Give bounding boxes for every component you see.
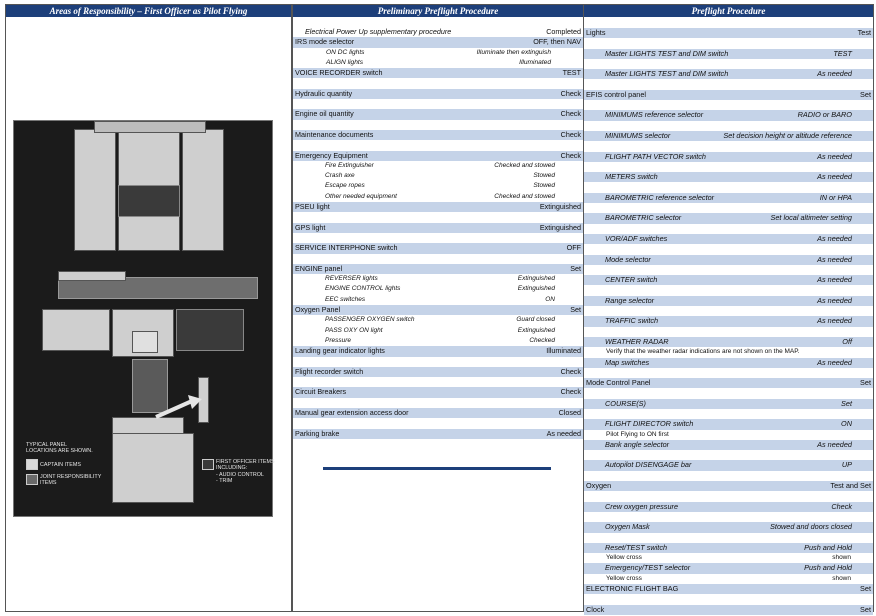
checklist-row — [584, 594, 873, 604]
checklist-row — [584, 224, 873, 234]
step-action: Check — [560, 129, 581, 139]
step-item: Yellow cross — [606, 574, 642, 582]
aft-pedestal — [112, 433, 194, 503]
step-item: Maintenance documents — [295, 129, 374, 139]
checklist-row — [293, 264, 583, 274]
checklist-row — [584, 337, 873, 347]
checklist-row — [584, 79, 873, 89]
step-item: TRAFFIC switch — [605, 316, 659, 326]
step-item: FLIGHT PATH VECTOR switch — [605, 151, 706, 161]
checklist-row — [293, 171, 583, 181]
step-item: PASS OXY ON light — [325, 326, 383, 334]
joint-legend-swatch — [26, 474, 38, 485]
step-action: IN or HPA — [819, 192, 852, 202]
checklist-row — [293, 68, 583, 78]
note-line: LOCATIONS ARE SHOWN. — [26, 448, 93, 455]
step-item: Mode Control Panel — [586, 378, 651, 388]
joint-legend-label — [40, 474, 101, 487]
step-action: RADIO or BARO — [797, 110, 852, 120]
step-action: Closed — [558, 407, 581, 417]
lower-display — [132, 331, 158, 353]
checklist-row — [293, 408, 583, 418]
step-item: Master LIGHTS TEST and DIM switch — [605, 69, 729, 79]
fo-legend-label — [216, 459, 275, 484]
checklist-row — [293, 109, 583, 119]
step-action: ON — [841, 419, 852, 429]
checklist-row — [293, 418, 583, 428]
step-item: Master LIGHTS TEST and DIM switch — [605, 48, 729, 58]
step-item: ENGINE panel — [295, 263, 343, 273]
overhead-panel-left — [74, 129, 116, 251]
checklist-row — [584, 440, 873, 450]
checklist-row — [293, 37, 583, 47]
step-item: Flight recorder switch — [295, 366, 364, 376]
checklist-row — [584, 172, 873, 182]
step-action: UP — [841, 460, 852, 470]
step-action: OFF, then NAV — [533, 37, 581, 47]
step-action: Set local altimeter setting — [770, 213, 852, 223]
step-action: As needed — [817, 69, 852, 79]
step-action: Extinguished — [517, 275, 555, 283]
step-item: ENGINE CONTROL lights — [325, 285, 401, 293]
step-item: CENTER switch — [605, 275, 658, 285]
step-action: Guard closed — [516, 316, 555, 324]
step-action: Test and Set — [830, 481, 871, 491]
overhead-panel-aft — [118, 185, 180, 217]
checklist-row — [293, 284, 583, 294]
step-item: Engine oil quantity — [295, 109, 354, 119]
checklist-row — [584, 275, 873, 285]
typical-panel-note — [26, 442, 93, 455]
checklist-row — [584, 131, 873, 141]
checklist-row — [584, 502, 873, 512]
note-line: TYPICAL PANEL — [26, 442, 68, 448]
fo-legend-swatch — [202, 459, 214, 470]
checklist-row — [293, 429, 583, 439]
checklist-row — [584, 409, 873, 419]
column-header: Preflight Procedure — [584, 5, 873, 17]
step-action: Checked and stowed — [494, 192, 555, 200]
step-action: Push and Hold — [804, 542, 852, 552]
legend-line: JOINT RESPONSIBILITY — [40, 474, 102, 480]
checklist-row — [584, 563, 873, 573]
legend-line: FIRST OFFICER ITEMS — [216, 459, 275, 465]
step-action: As needed — [817, 275, 852, 285]
checklist-row — [584, 141, 873, 151]
step-item: Pilot Flying to ON first — [606, 430, 669, 438]
checklist-row — [293, 89, 583, 99]
arrow-icon — [154, 391, 204, 421]
step-item: Electrical Power Up supplementary procedure — [305, 27, 452, 36]
step-action: Extinguished — [539, 222, 581, 232]
column-header: Areas of Responsibility – First Officer as Pilot Flying — [6, 5, 291, 17]
preflight-procedure-column — [583, 4, 874, 612]
checklist-row — [293, 212, 583, 222]
step-action: Set — [860, 378, 871, 388]
step-item: Mode selector — [605, 254, 651, 264]
step-action: As needed — [546, 428, 581, 438]
checklist-row — [584, 193, 873, 203]
checklist-row — [584, 584, 873, 594]
checklist-row — [584, 430, 873, 440]
preflight-steps-list — [584, 28, 873, 615]
checklist-row — [584, 399, 873, 409]
step-action: As needed — [817, 233, 852, 243]
captain-legend-swatch — [26, 459, 38, 470]
step-item: Bank angle selector — [605, 439, 670, 449]
checklist-row — [584, 213, 873, 223]
checklist-row — [293, 326, 583, 336]
step-action: Completed — [546, 27, 581, 36]
step-action: Illuminate then extinguish — [476, 48, 551, 56]
step-action: As needed — [817, 151, 852, 161]
legend-line: ITEMS — [40, 480, 57, 487]
step-item: PASSENGER OXYGEN switch — [325, 316, 415, 324]
step-item: GPS light — [295, 222, 326, 232]
step-action: Set — [860, 604, 871, 614]
column-header: Preliminary Preflight Procedure — [293, 5, 583, 17]
step-item: PSEU light — [295, 202, 330, 212]
step-item: VOR/ADF switches — [605, 233, 668, 243]
step-item: ALIGN lights — [326, 58, 364, 66]
checklist-row — [293, 367, 583, 377]
checklist-row — [293, 243, 583, 253]
checklist-row — [584, 543, 873, 553]
step-action: OFF — [566, 243, 581, 253]
step-action: Set — [860, 584, 871, 594]
checklist-row — [584, 59, 873, 69]
checklist-row — [584, 255, 873, 265]
checklist-row — [293, 233, 583, 243]
step-item: Crew oxygen pressure — [605, 501, 679, 511]
checklist-row — [293, 120, 583, 130]
captain-legend-label: CAPTAIN ITEMS — [40, 462, 81, 468]
legend-line: - TRIM — [216, 477, 233, 484]
checklist-row — [293, 151, 583, 161]
step-action: Check — [560, 387, 581, 397]
checklist-row — [293, 181, 583, 191]
step-action: Extinguished — [517, 326, 555, 334]
step-item: Emergency/TEST selector — [605, 563, 691, 573]
checklist-row — [584, 481, 873, 491]
checklist-row — [293, 315, 583, 325]
step-action: Check — [560, 88, 581, 98]
checklist-row — [293, 140, 583, 150]
step-action: Set — [570, 263, 581, 273]
step-item: BAROMETRIC selector — [605, 213, 682, 223]
step-action: shown — [832, 574, 851, 582]
step-item: Oxygen — [586, 481, 612, 491]
checklist-row — [584, 49, 873, 59]
step-action: Illuminated — [519, 58, 551, 66]
checklist-row — [584, 69, 873, 79]
step-item: ELECTRONIC FLIGHT BAG — [586, 584, 679, 594]
step-item: Other needed equipment — [325, 192, 397, 200]
step-item: Circuit Breakers — [295, 387, 347, 397]
step-action: Checked — [529, 336, 555, 344]
captain-instrument-panel — [42, 309, 110, 351]
checklist-row — [584, 152, 873, 162]
checklist-row — [293, 387, 583, 397]
step-item: METERS switch — [605, 172, 658, 182]
step-action: As needed — [817, 295, 852, 305]
step-item: Oxygen Mask — [605, 522, 650, 532]
step-item: Lights — [586, 28, 606, 37]
step-item: Pressure — [325, 336, 352, 344]
areas-of-responsibility-column — [5, 4, 292, 612]
step-action: Stowed — [533, 172, 555, 180]
step-item: Emergency Equipment — [295, 150, 368, 160]
checklist-row — [584, 121, 873, 131]
step-action: As needed — [817, 254, 852, 264]
checklist-row — [584, 327, 873, 337]
checklist-row — [293, 305, 583, 315]
checklist-row — [584, 605, 873, 615]
step-item: BAROMETRIC reference selector — [605, 192, 715, 202]
step-item: Oxygen Panel — [295, 305, 341, 315]
step-action: Push and Hold — [804, 563, 852, 573]
step-item: Escape ropes — [325, 182, 365, 190]
step-item: ON DC lights — [326, 48, 365, 56]
step-item: Verify that the weather radar indications are not shown on the MAP. — [606, 348, 800, 356]
step-action: Check — [831, 501, 852, 511]
step-action: TEST — [833, 48, 852, 58]
checklist-row — [584, 378, 873, 388]
checklist-row — [293, 274, 583, 284]
checklist-row — [293, 254, 583, 264]
legend-line: INCLUDING: — [216, 465, 248, 472]
step-action: Extinguished — [539, 202, 581, 212]
step-action: As needed — [817, 316, 852, 326]
step-item: REVERSER lights — [325, 275, 378, 283]
step-item: EEC switches — [325, 295, 366, 303]
step-action: Stowed — [533, 182, 555, 190]
step-item: Autopilot DISENGAGE bar — [605, 460, 692, 470]
step-item: Yellow cross — [606, 554, 642, 562]
step-item: Parking brake — [295, 428, 340, 438]
checklist-row — [584, 296, 873, 306]
step-item: MINIMUMS selector — [605, 130, 671, 140]
step-action: Set decision height or altitude reference — [723, 130, 852, 140]
checklist-row — [584, 419, 873, 429]
step-item: Fire Extinguisher — [325, 161, 374, 169]
step-action: Check — [560, 150, 581, 160]
checklist-row — [584, 38, 873, 48]
checklist-row — [584, 265, 873, 275]
checklist-row — [293, 398, 583, 408]
step-item: Reset/TEST switch — [605, 542, 668, 552]
checklist-row — [584, 471, 873, 481]
overhead-panel-top — [94, 121, 206, 133]
checklist-row — [584, 182, 873, 192]
checklist-row — [584, 388, 873, 398]
step-item: IRS mode selector — [295, 37, 355, 47]
step-item: Hydraulic quantity — [295, 88, 353, 98]
checklist-row — [293, 161, 583, 171]
checklist-row — [584, 574, 873, 584]
step-action: ON — [545, 295, 555, 303]
glareshield-left — [58, 271, 126, 281]
preliminary-steps-list — [293, 27, 583, 439]
step-action: Off — [842, 336, 852, 346]
step-item: SERVICE INTERPHONE switch — [295, 243, 398, 253]
checklist-row — [293, 58, 583, 68]
checklist-row — [584, 306, 873, 316]
step-action: Test — [857, 28, 871, 37]
checklist-row — [584, 450, 873, 460]
step-item: Map switches — [605, 357, 650, 367]
checklist-row — [584, 203, 873, 213]
step-action: As needed — [817, 439, 852, 449]
step-action: Illuminated — [546, 346, 581, 356]
legend-line: - AUDIO CONTROL — [216, 471, 264, 478]
checklist-row — [584, 533, 873, 543]
step-action: Check — [560, 109, 581, 119]
checklist-row — [293, 346, 583, 356]
checklist-row — [293, 357, 583, 367]
step-item: EFIS control panel — [586, 89, 647, 99]
preliminary-preflight-column — [292, 4, 584, 612]
checklist-row — [584, 522, 873, 532]
checklist-row — [584, 162, 873, 172]
step-item: WEATHER RADAR — [605, 336, 669, 346]
step-item: Landing gear indicator lights — [295, 346, 385, 356]
checklist-row — [584, 553, 873, 563]
checklist-row — [584, 90, 873, 100]
checklist-row — [584, 347, 873, 357]
checklist-row — [293, 78, 583, 88]
checklist-row — [293, 99, 583, 109]
checklist-row — [584, 512, 873, 522]
checklist-row — [584, 28, 873, 38]
step-item: Crash axe — [325, 172, 355, 180]
checklist-row — [293, 377, 583, 387]
checklist-row — [584, 100, 873, 110]
checklist-row — [293, 336, 583, 346]
step-action: Extinguished — [517, 285, 555, 293]
step-item: FLIGHT DIRECTOR switch — [605, 419, 694, 429]
step-action: shown — [832, 554, 851, 562]
step-action: As needed — [817, 357, 852, 367]
checklist-row — [584, 460, 873, 470]
step-item: Range selector — [605, 295, 655, 305]
step-item: MINIMUMS reference selector — [605, 110, 704, 120]
step-action: TEST — [562, 68, 581, 78]
step-action: Set — [841, 398, 852, 408]
checklist-row — [293, 202, 583, 212]
checklist-row — [584, 491, 873, 501]
checklist-row — [584, 285, 873, 295]
step-action: Stowed and doors closed — [770, 522, 852, 532]
checklist-row — [293, 130, 583, 140]
checklist-row — [293, 192, 583, 202]
step-item: VOICE RECORDER switch — [295, 68, 383, 78]
fo-instrument-panel — [176, 309, 244, 351]
step-action: Set — [860, 89, 871, 99]
step-item: COURSE(S) — [605, 398, 646, 408]
step-action: Set — [570, 305, 581, 315]
checklist-row — [293, 27, 583, 37]
step-action: As needed — [817, 172, 852, 182]
step-item: Clock — [586, 604, 605, 614]
checklist-row — [584, 110, 873, 120]
step-item: Manual gear extension access door — [295, 407, 409, 417]
overhead-panel-right — [182, 129, 224, 251]
section-divider — [323, 467, 551, 470]
step-action: Checked and stowed — [494, 161, 555, 169]
checklist-row — [584, 234, 873, 244]
checklist-row — [293, 295, 583, 305]
checklist-row — [584, 358, 873, 368]
checklist-row — [293, 48, 583, 58]
checklist-row — [584, 316, 873, 326]
flight-deck-panel-diagram — [13, 120, 273, 517]
checklist-row — [584, 244, 873, 254]
checklist-row — [293, 223, 583, 233]
step-action: Check — [560, 366, 581, 376]
checklist-row — [584, 368, 873, 378]
